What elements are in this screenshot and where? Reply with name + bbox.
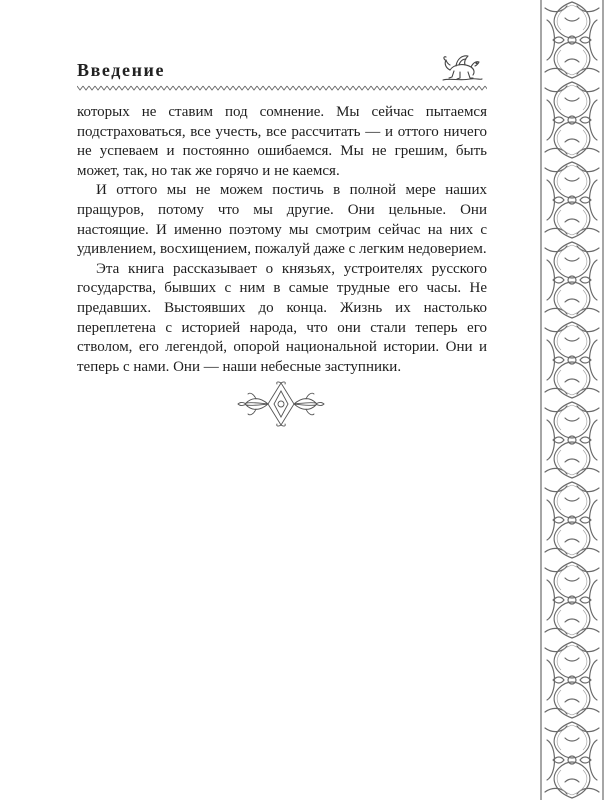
header-divider <box>77 84 487 92</box>
page-title: Введение <box>77 60 166 80</box>
paragraph: И оттого мы не можем постичь в полной мере наших пращуров, потому что мы другие. Они цельные. Они настоящие. И именно поэтому мы смотрим сейчас на них с удивлением, восхищением, пожалуй даже с легким недоверием. <box>77 182 487 258</box>
interlace-border-icon <box>537 0 607 800</box>
griffin-emblem-icon <box>440 50 484 82</box>
main-text <box>77 103 487 377</box>
floral-ornament-icon <box>236 379 326 429</box>
paragraph: которых не ставим под сомнение. Мы сейчас пытаемся подстраховаться, все учесть, все рассчитать — и оттого ничего не успеваем и постоянно ошибаемся. Мы не грешим, быть может, так, но так же горячо и не каемся. <box>77 104 487 179</box>
paragraph: Эта книга рассказывает о князьях, устроителях русского государства, бывших с ним в самые трудные его часы. Не предавших. Выстоявших до конца. Жизнь их настолько переплетена с историей народа, что они стали теперь его стволом, его легендой, опорой национальной истории. Они и теперь с нами. Они — наши небесные заступники. <box>77 260 487 375</box>
